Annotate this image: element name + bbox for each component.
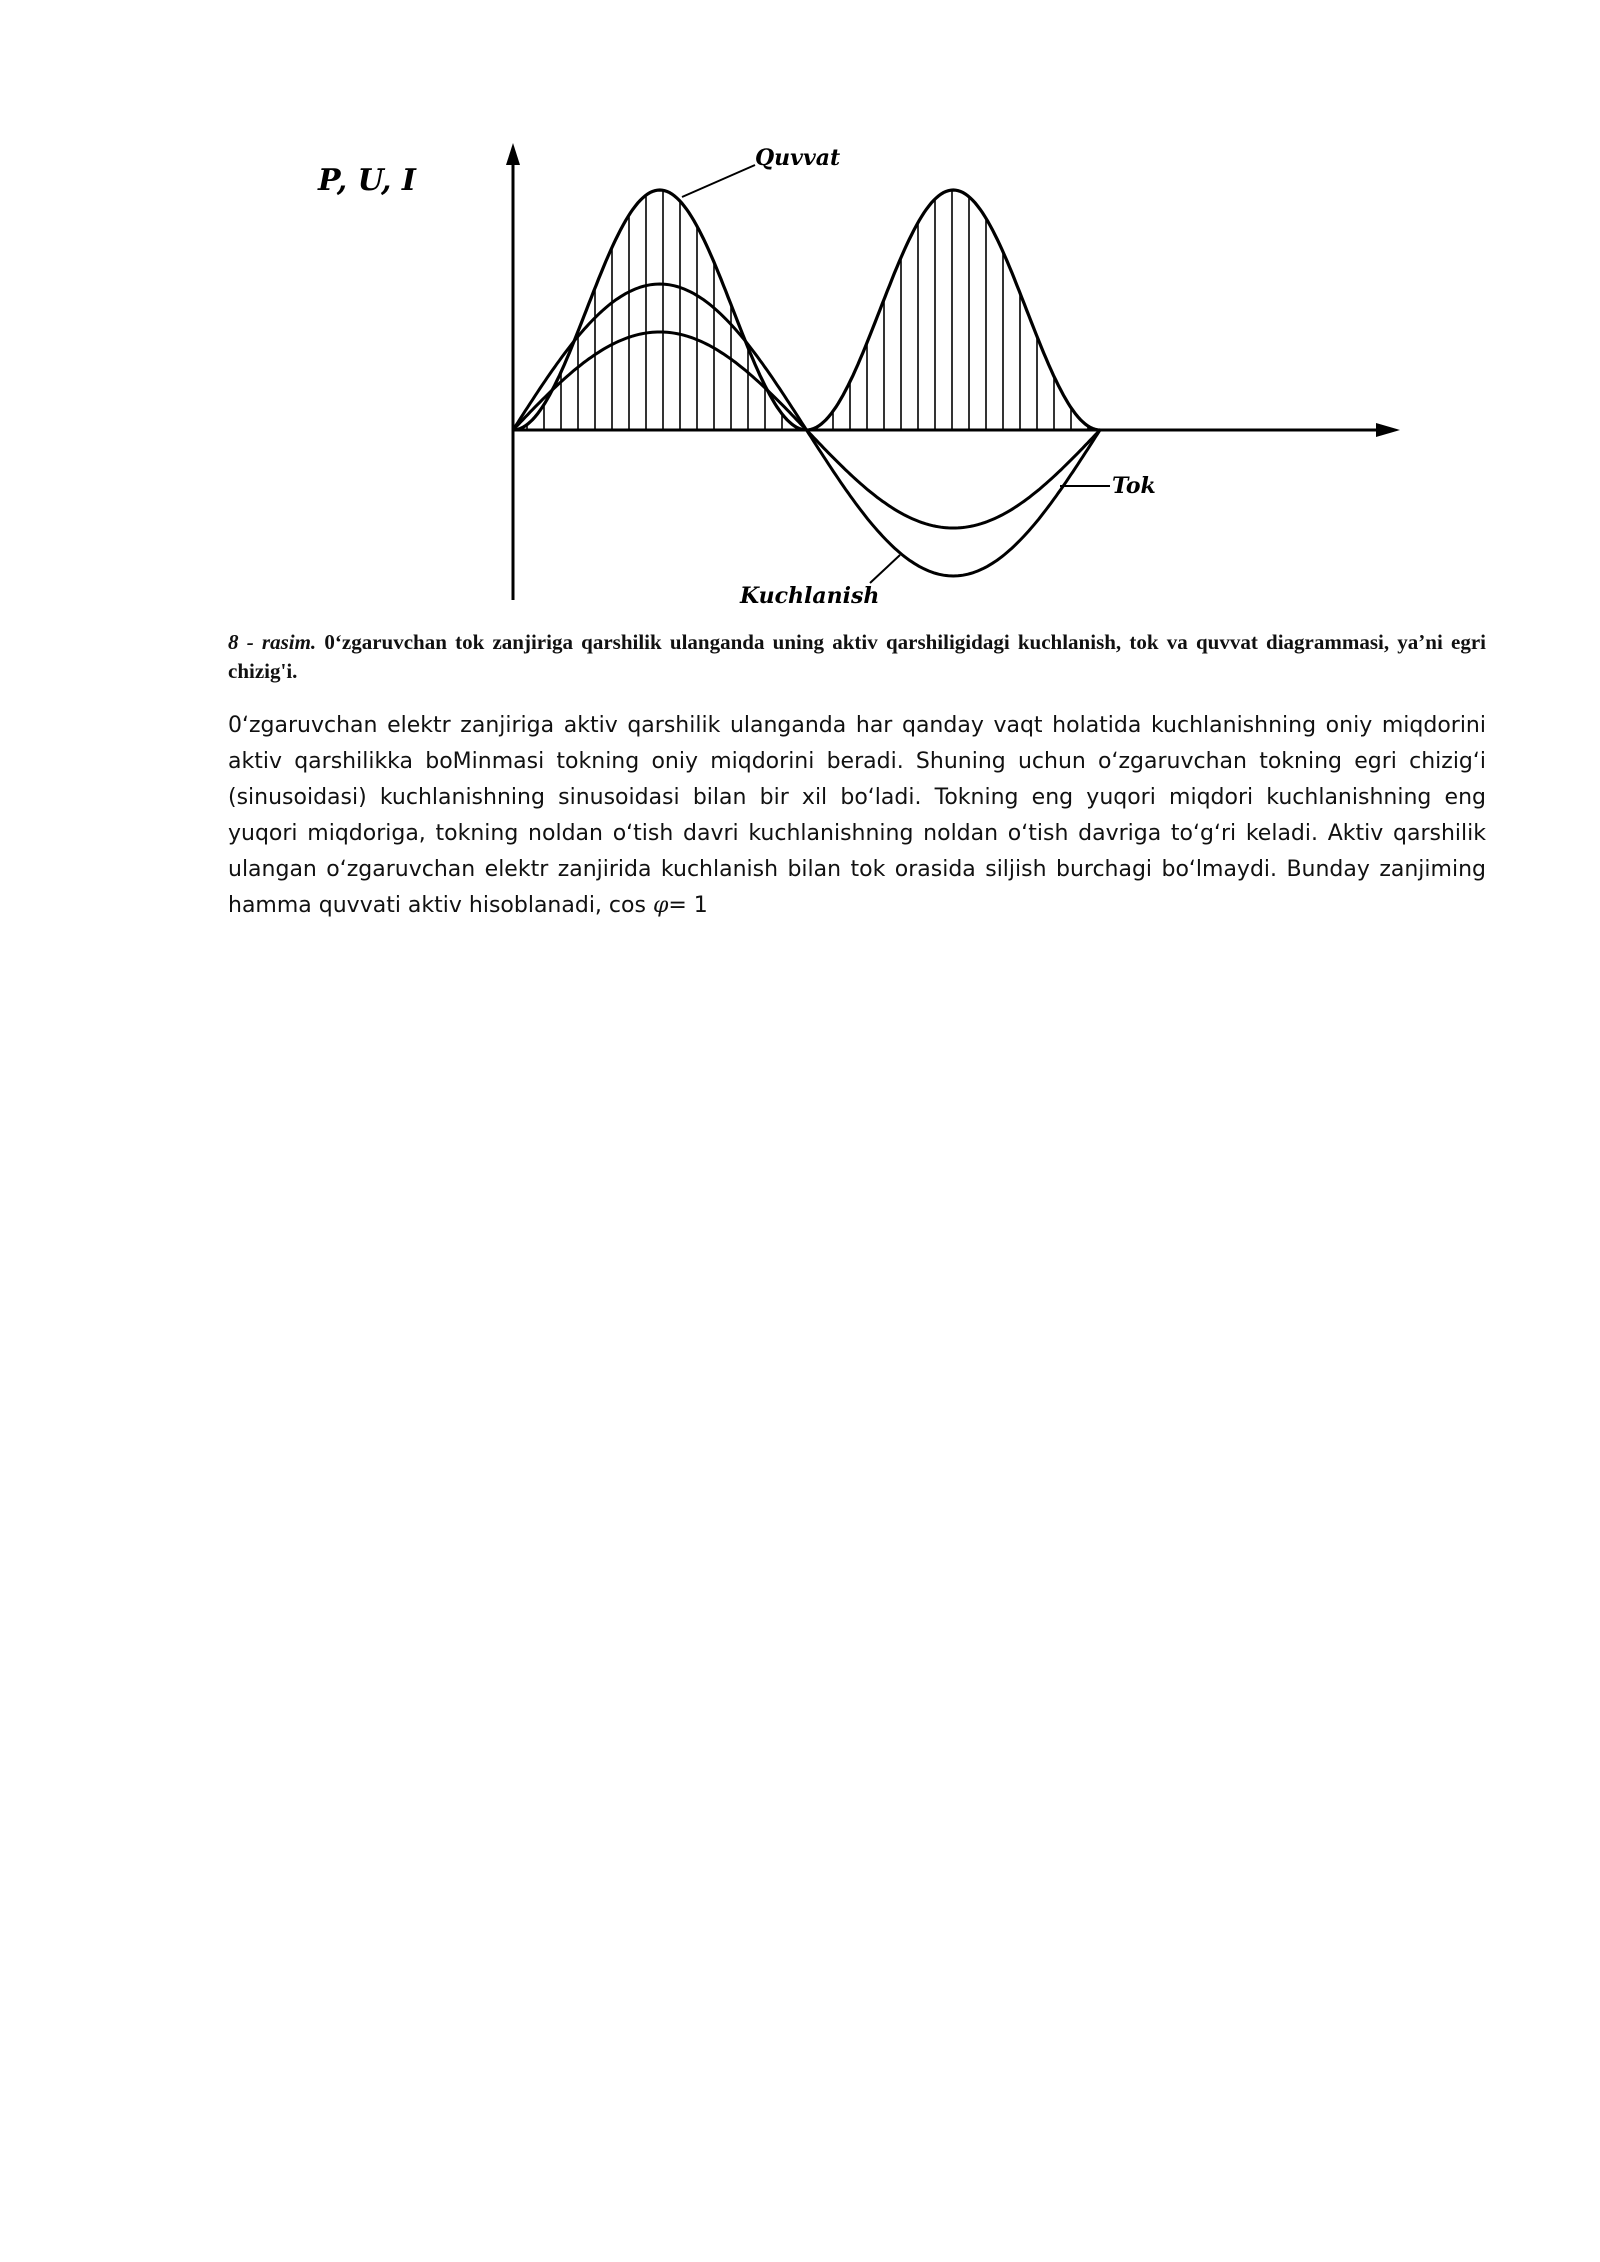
- paragraph: [228, 708, 1486, 924]
- curves: [513, 190, 1100, 576]
- y-axis-arrow: [506, 143, 520, 165]
- paragraph-main: 0ʻzgaruvchan elektr zanjiriga aktiv qarshilik ulanganda har qanday vaqt holatida kuchlanishning oniy miqdorini aktiv qarshilikka boMinmasi tokning oniy miqdorini beradi. Shuning uchun oʻzgaruvchan tokning egri chizigʻi (sinusoidasi) kuchlanishning sinusoidasi bilan bir xil boʻladi. Tokning eng yuqori miqdori kuchlanishning eng yuqori miqdoriga, tokning noldan oʻtish davri kuchlanishning noldan oʻtish davriga toʻgʻri keladi. Aktiv qarshilik ulangan oʻzgaruvchan elektr zanjirida kuchlanish bilan tok orasida siljish burchagi boʻlmaydi. Bunday zanjiming hamma quvvati aktiv hisoblanadi, cos: [228, 713, 1486, 918]
- figure-number: 8 - rasim.: [228, 630, 317, 654]
- caption-text: 0‘zgaruvchan tok zanjiriga qarshilik ulanganda uning aktiv qarshiligidagi kuchlanish, tok va quvvat diagrammasi, ya’ni egri chizig'i.: [228, 630, 1486, 683]
- power-area-hatching: [527, 190, 1088, 430]
- voltage-label: Kuchlanish: [740, 583, 880, 609]
- figure-caption: [228, 628, 1486, 686]
- axis-label: P, U, I: [318, 163, 416, 198]
- power-voltage-current-diagram: [300, 135, 1420, 615]
- power-leader-line: [682, 165, 755, 197]
- phi-symbol: φ: [652, 893, 669, 918]
- leader-lines: [682, 165, 1110, 583]
- equals-one: = 1: [668, 893, 708, 918]
- current-label: Tok: [1112, 473, 1156, 499]
- axes: [506, 143, 1400, 600]
- power-label: Quvvat: [755, 145, 841, 171]
- voltage-leader-line: [870, 555, 900, 583]
- body-text: [228, 708, 1486, 924]
- x-axis-arrow: [1376, 423, 1400, 437]
